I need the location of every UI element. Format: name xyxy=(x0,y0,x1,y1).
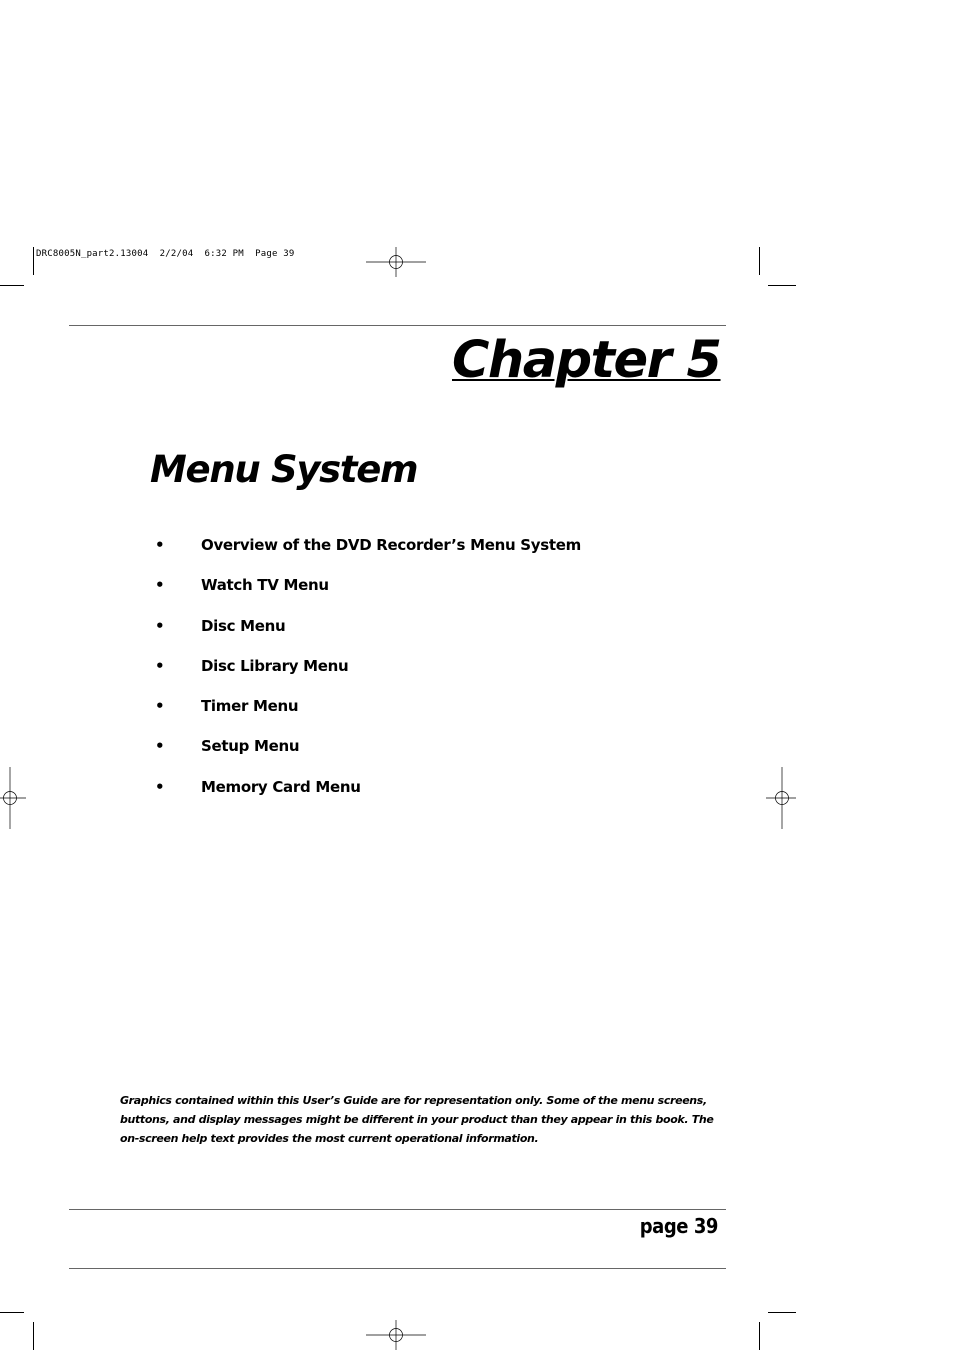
topic-label: Memory Card Menu xyxy=(201,777,361,796)
bullet-icon: • xyxy=(155,737,165,756)
topic-label: Disc Menu xyxy=(201,616,286,635)
bullet-icon: • xyxy=(155,697,165,716)
topic-label: Setup Menu xyxy=(201,737,300,756)
topic-label: Timer Menu xyxy=(201,697,299,716)
crop-mark-icon xyxy=(768,1312,796,1313)
disclaimer-line: buttons, and display messages might be different in your product than they appear in this book. The xyxy=(120,1113,714,1126)
page-number: page 39 xyxy=(639,1214,718,1238)
bullet-icon: • xyxy=(155,656,165,675)
header-rule xyxy=(69,325,726,326)
bullet-icon: • xyxy=(155,616,165,635)
disclaimer-line: Graphics contained within this User’s Guide are for representation only. Some of the menu screens, xyxy=(120,1094,707,1107)
footer-top-rule xyxy=(69,1209,726,1210)
bullet-icon: • xyxy=(155,576,165,595)
disclaimer-line: on-screen help text provides the most current operational information. xyxy=(120,1132,539,1145)
footer-bottom-rule xyxy=(69,1268,726,1269)
bullet-icon: • xyxy=(155,777,165,796)
topic-label: Overview of the DVD Recorder’s Menu System xyxy=(201,536,581,554)
crop-mark-icon xyxy=(33,247,34,275)
crop-mark-icon xyxy=(768,285,796,286)
print-slug: DRC8005N_part2.13004 2/2/04 6:32 PM Page 39 xyxy=(36,249,295,259)
chapter-title: Chapter 5 xyxy=(452,331,721,390)
topic-label: Disc Library Menu xyxy=(201,656,349,675)
crop-mark-icon xyxy=(33,1322,34,1350)
registration-target-icon xyxy=(366,247,426,277)
crop-mark-icon xyxy=(0,285,24,286)
bullet-icon: • xyxy=(155,536,165,554)
crop-mark-icon xyxy=(759,247,760,275)
registration-target-icon xyxy=(0,767,26,829)
registration-target-icon xyxy=(766,767,796,829)
topic-label: Watch TV Menu xyxy=(201,576,329,595)
crop-mark-icon xyxy=(759,1322,760,1350)
disclaimer-note xyxy=(120,1091,714,1148)
section-title: Menu System xyxy=(150,448,418,491)
crop-mark-icon xyxy=(0,1312,24,1313)
registration-target-icon xyxy=(366,1320,426,1350)
